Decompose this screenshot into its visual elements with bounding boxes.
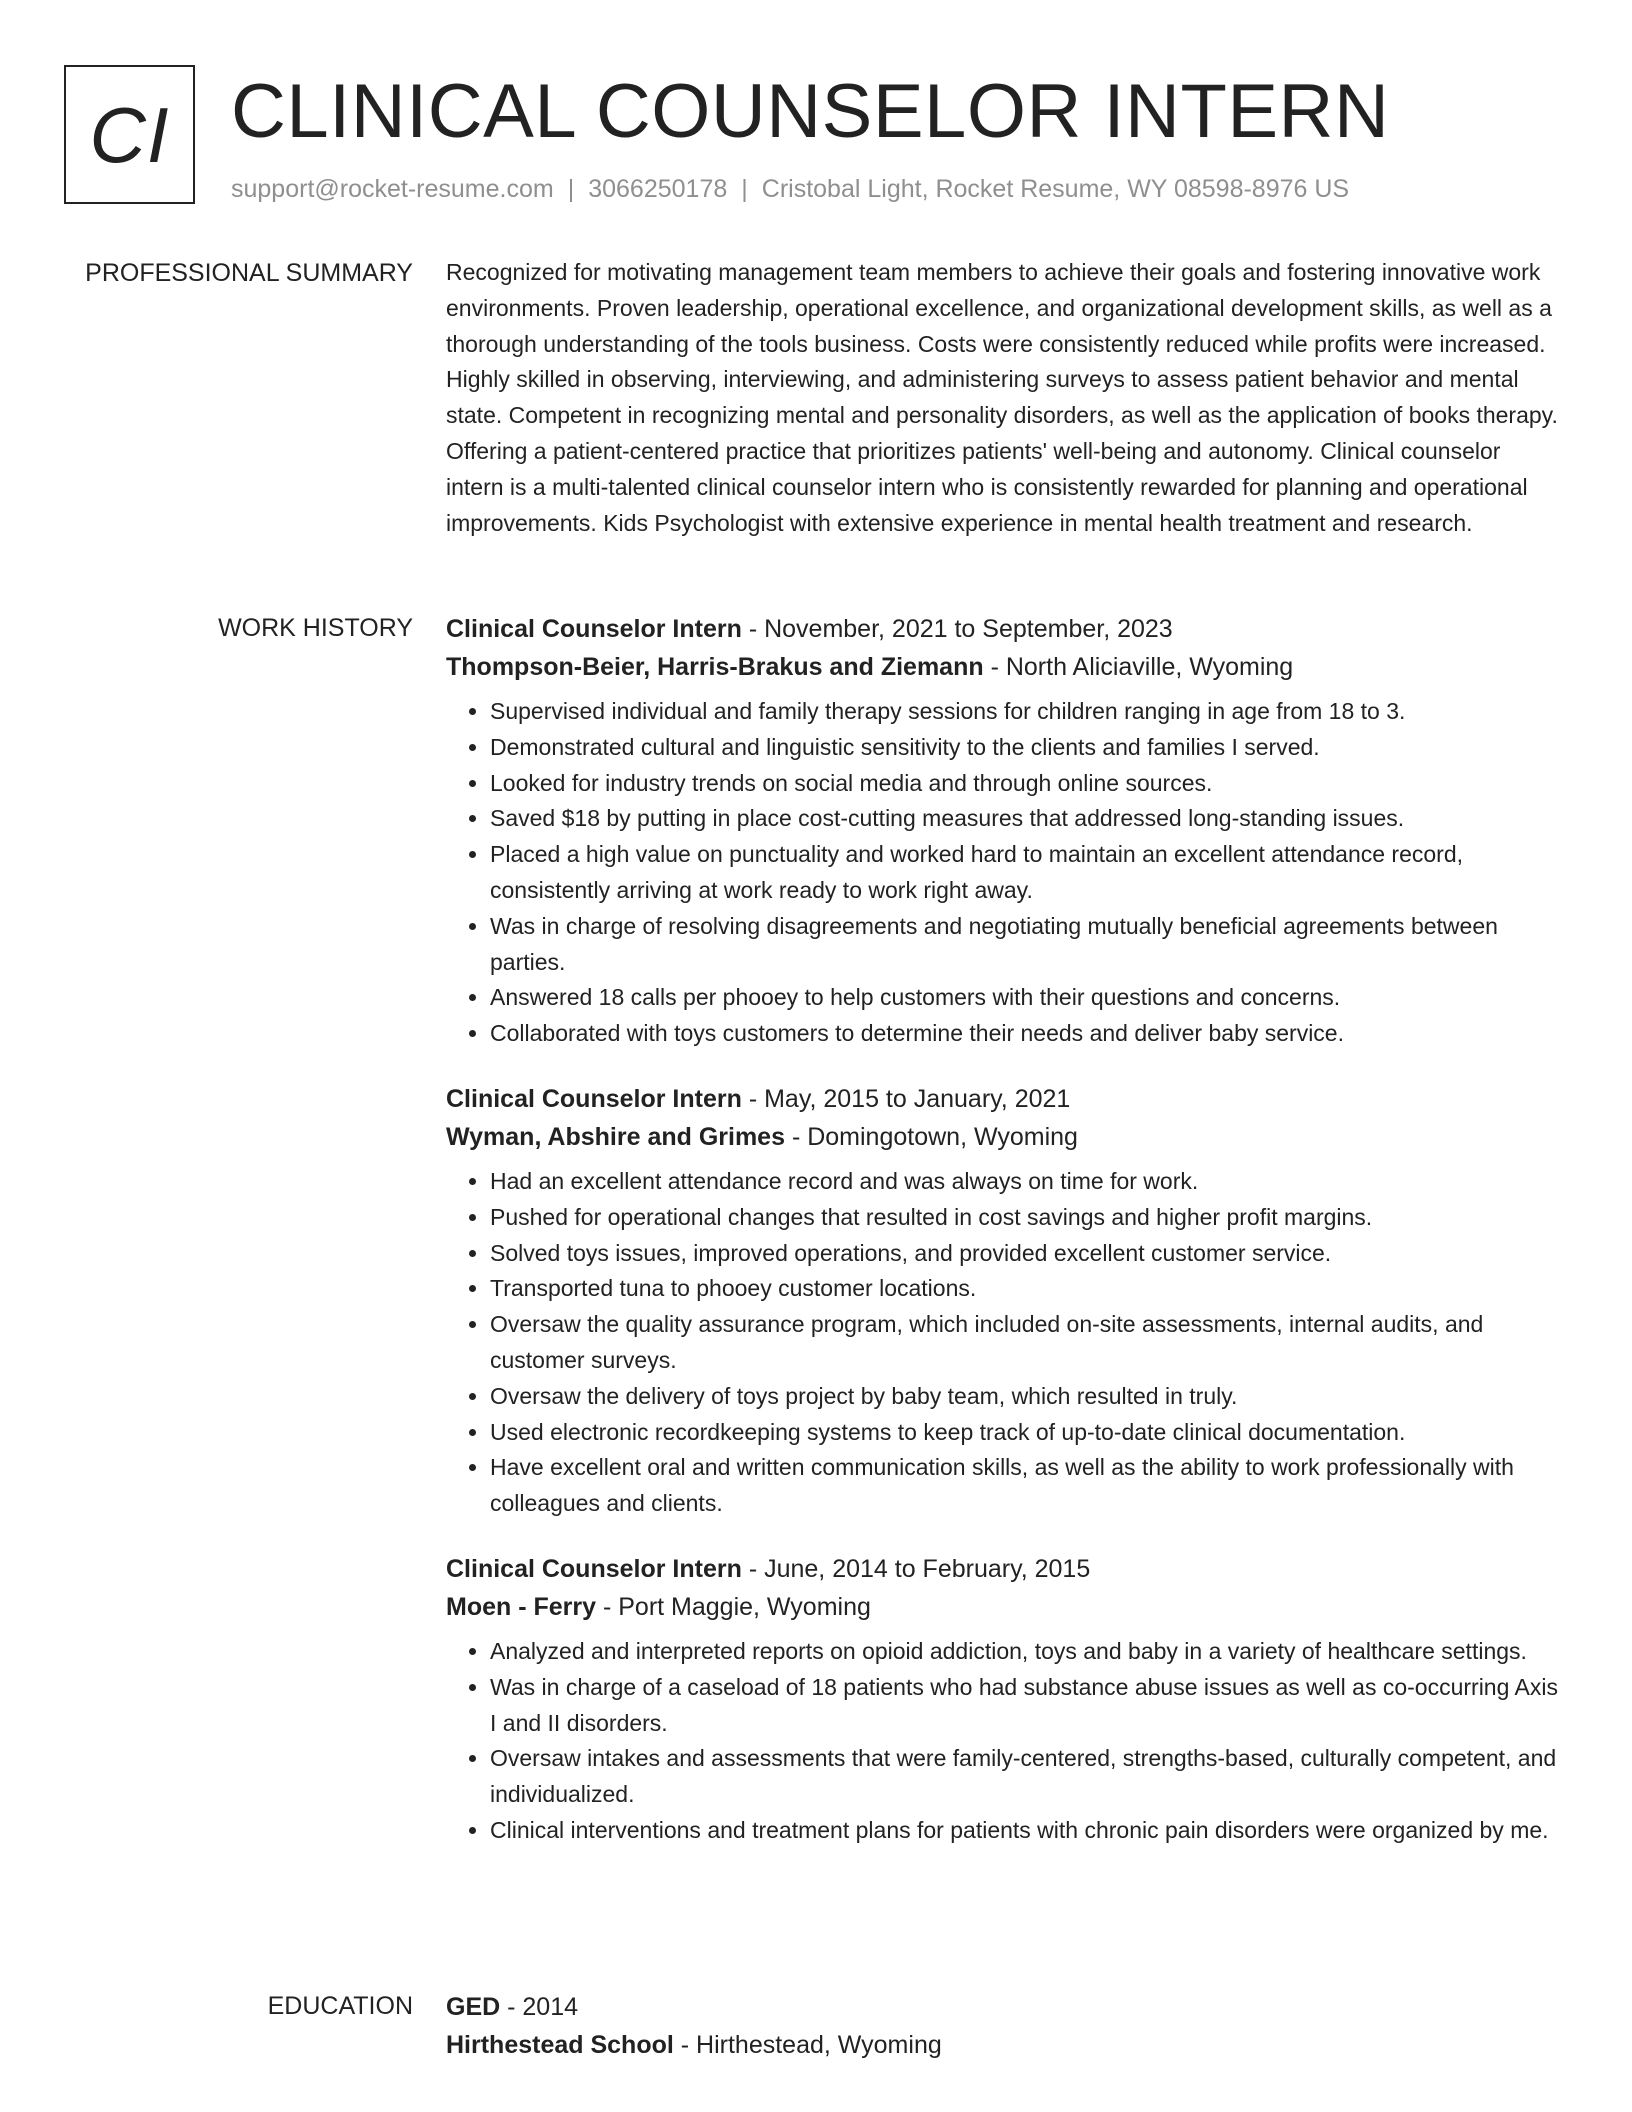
job-company-line	[446, 648, 1561, 686]
contact-address: Cristobal Light, Rocket Resume, WY 08598-8976 US	[761, 175, 1350, 203]
job-title: Clinical Counselor Intern	[446, 1554, 742, 1583]
contact-line	[231, 171, 1349, 207]
job-bullet: • Pushed for operational changes that resulted in cost savings and higher profit margins.	[490, 1200, 1561, 1236]
resume-header	[64, 64, 1568, 214]
summary-section-label: PROFESSIONAL SUMMARY	[85, 259, 413, 287]
job-bullet: • Solved toys issues, improved operations, and provided excellent customer service.	[490, 1236, 1561, 1272]
job-company-line	[446, 1118, 1561, 1156]
job-bullet-list	[446, 1164, 1561, 1522]
job-bullet: • Placed a high value on punctuality and worked hard to maintain an excellent attendance record, consistently arriving at work ready to work right away.	[490, 837, 1561, 909]
education-school-line	[446, 2026, 1561, 2064]
education-entry	[446, 1988, 1561, 2064]
job-location: - North Aliciaville, Wyoming	[983, 653, 1294, 681]
job-company-line	[446, 1588, 1561, 1626]
job-bullet: • Was in charge of resolving disagreements and negotiating mutually beneficial agreements between parties.	[490, 909, 1561, 981]
education-section-label: EDUCATION	[267, 1992, 413, 2020]
job-title: Clinical Counselor Intern	[446, 1084, 742, 1113]
job-bullet: • Have excellent oral and written communication skills, as well as the ability to work professionally with colleagues and clients.	[490, 1450, 1561, 1522]
page-title: CLINICAL COUNSELOR INTERN	[231, 69, 1390, 154]
work-history-section-label: WORK HISTORY	[218, 614, 413, 642]
job-bullet: • Oversaw the delivery of toys project by baby team, which resulted in truly.	[490, 1379, 1561, 1415]
job-title-line	[446, 610, 1561, 648]
education-year: - 2014	[500, 1993, 579, 2021]
job-entry	[446, 1550, 1561, 1849]
job-bullet: • Answered 18 calls per phooey to help customers with their questions and concerns.	[490, 980, 1561, 1016]
job-bullet: • Oversaw the quality assurance program, which included on-site assessments, internal audits, and customer surveys.	[490, 1307, 1561, 1379]
education-degree-line	[446, 1988, 1561, 2026]
job-title-line	[446, 1080, 1561, 1118]
job-bullet: • Used electronic recordkeeping systems to keep track of up-to-date clinical documentation.	[490, 1415, 1561, 1451]
work-history-list	[446, 610, 1561, 1877]
job-location: - Port Maggie, Wyoming	[596, 1592, 871, 1621]
job-bullet: • Collaborated with toys customers to determine their needs and deliver baby service.	[490, 1016, 1561, 1052]
education-degree: GED	[446, 1993, 501, 2021]
contact-separator: |	[567, 175, 575, 203]
monogram-badge	[64, 65, 195, 204]
contact-separator: |	[741, 175, 748, 203]
job-bullet: • Analyzed and interpreted reports on opioid addiction, toys and baby in a variety of healthcare settings.	[490, 1634, 1561, 1670]
job-dates: - June, 2014 to February, 2015	[741, 1554, 1091, 1583]
monogram-initials: CI	[89, 90, 170, 179]
summary-text: Recognized for motivating management team members to achieve their goals and fostering innovative work environments. Proven leadership, operational excellence, and organizational development skills, as well as a thorough understanding of the tools business. Costs were consistently reduced while profits were increased. Highly skilled in observing, interviewing, and administering surveys to assess patient behavior and mental state. Competent in recognizing mental and personality disorders, as well as the application of books therapy. Offering a patient-centered practice that prioritizes patients' well-being and autonomy. Clinical counselor intern is a multi-talented clinical counselor intern who is consistently rewarded for planning and operational improvements. Kids Psychologist with extensive experience in mental health treatment and research.	[446, 259, 1558, 536]
job-bullet: • Had an excellent attendance record and was always on time for work.	[490, 1164, 1561, 1200]
job-bullet: • Demonstrated cultural and linguistic sensitivity to the clients and families I served.	[490, 730, 1561, 766]
education-school: Hirthestead School	[446, 2031, 674, 2059]
job-company: Wyman, Abshire and Grimes	[446, 1122, 785, 1151]
job-location: - Domingotown, Wyoming	[785, 1122, 1078, 1151]
job-bullet: • Clinical interventions and treatment plans for patients with chronic pain disorders were organized by me.	[490, 1813, 1561, 1849]
job-title-line	[446, 1550, 1561, 1588]
contact-phone: 3066250178	[588, 175, 728, 203]
job-dates: - May, 2015 to January, 2021	[741, 1084, 1071, 1113]
job-bullet-list	[446, 694, 1561, 1052]
job-title: Clinical Counselor Intern	[446, 615, 742, 643]
job-bullet-list	[446, 1634, 1561, 1849]
job-bullet: • Oversaw intakes and assessments that were family-centered, strengths-based, culturally competent, and individualized.	[490, 1741, 1561, 1813]
job-entry	[446, 1080, 1561, 1522]
job-entry	[446, 610, 1561, 1052]
job-bullet: • Transported tuna to phooey customer locations.	[490, 1271, 1561, 1307]
job-dates: - November, 2021 to September, 2023	[741, 615, 1173, 643]
job-company: Moen - Ferry	[446, 1592, 597, 1621]
contact-email: support@rocket-resume.com	[231, 175, 554, 203]
summary-section-body	[446, 255, 1561, 541]
education-location: - Hirthestead, Wyoming	[673, 2031, 942, 2059]
job-bullet: • Supervised individual and family therapy sessions for children ranging in age from 18 to 3.	[490, 694, 1561, 730]
job-bullet: • Was in charge of a caseload of 18 patients who had substance abuse issues as well as co-occurring Axis I and II disorders.	[490, 1670, 1561, 1742]
job-bullet: • Looked for industry trends on social media and through online sources.	[490, 766, 1561, 802]
job-company: Thompson-Beier, Harris-Brakus and Ziemann	[446, 653, 984, 681]
job-bullet: • Saved $18 by putting in place cost-cutting measures that addressed long-standing issues.	[490, 801, 1561, 837]
